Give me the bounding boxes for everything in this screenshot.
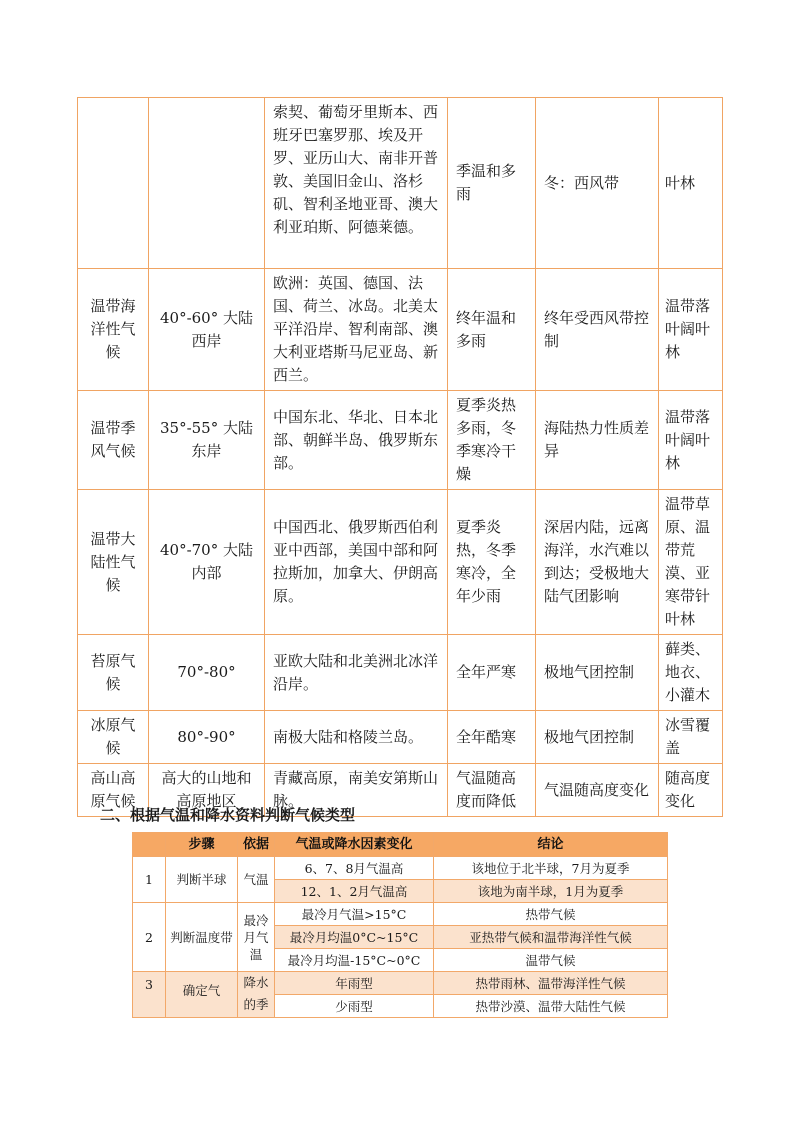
climate-name-cell: 温带季风气候 (78, 391, 149, 490)
vegetation-cell: 藓类、地衣、小灌木 (659, 635, 723, 711)
step-name: 确定气 (166, 972, 238, 1018)
latitude-cell: 80°-90° (149, 711, 265, 764)
features-cell: 夏季炎热，冬季寒冷，全年少雨 (448, 490, 536, 635)
features-cell: 全年酷寒 (448, 711, 536, 764)
factor-cell: 6、7、8月气温高 (275, 857, 434, 880)
climate-name-cell: 苔原气候 (78, 635, 149, 711)
step-basis: 气温 (238, 857, 275, 903)
table-header-row (133, 833, 668, 857)
step-basis: 降水的季 (238, 972, 275, 1018)
climate-judgment-table (132, 832, 668, 1018)
distribution-cell: 中国东北、华北、日本北部、朝鲜半岛、俄罗斯东部。 (265, 391, 448, 490)
features-cell: 全年严寒 (448, 635, 536, 711)
climate-name-cell (78, 98, 149, 269)
step-number: 3 (133, 972, 166, 1018)
cause-cell: 终年受西风带控制 (536, 269, 659, 391)
climate-row (78, 711, 723, 764)
climate-name-cell: 冰原气候 (78, 711, 149, 764)
table-row (133, 903, 668, 926)
vegetation-cell: 随高度变化 (659, 764, 723, 817)
conclusion-cell: 该地位于北半球，7月为夏季 (434, 857, 668, 880)
cause-cell: 海陆热力性质差异 (536, 391, 659, 490)
step-name: 判断半球 (166, 857, 238, 903)
features-cell: 夏季炎热多雨，冬季寒冷干燥 (448, 391, 536, 490)
distribution-cell: 中国西北、俄罗斯西伯利亚中西部，美国中部和阿拉斯加，加拿大、伊朗高原。 (265, 490, 448, 635)
cause-cell: 极地气团控制 (536, 711, 659, 764)
factor-cell: 年雨型 (275, 972, 434, 995)
distribution-cell: 南极大陆和格陵兰岛。 (265, 711, 448, 764)
latitude-cell: 70°-80° (149, 635, 265, 711)
climate-table (77, 97, 723, 817)
vegetation-cell: 冰雪覆盖 (659, 711, 723, 764)
climate-row (78, 635, 723, 711)
latitude-cell: 40°-60° 大陆西岸 (149, 269, 265, 391)
table-row (133, 972, 668, 995)
cause-cell: 深居内陆，远离海洋，水汽难以到达；受极地大陆气团影响 (536, 490, 659, 635)
conclusion-cell: 热带沙漠、温带大陆性气候 (434, 995, 668, 1018)
section-heading: 二、根据气温和降水资料判断气候类型 (100, 806, 356, 824)
conclusion-cell: 亚热带气候和温带海洋性气候 (434, 926, 668, 949)
conclusion-cell: 热带雨林、温带海洋性气候 (434, 972, 668, 995)
step-number: 2 (133, 903, 166, 972)
features-cell: 季温和多雨 (448, 98, 536, 269)
climate-name-cell: 温带海洋性气候 (78, 269, 149, 391)
distribution-cell: 欧洲：英国、德国、法国、荷兰、冰岛。北美太平洋沿岸、智利南部、澳大利亚塔斯马尼亚岛、新西兰。 (265, 269, 448, 391)
distribution-cell: 青藏高原，南美安第斯山脉。 (265, 764, 448, 817)
climate-row (78, 490, 723, 635)
conclusion-cell: 热带气候 (434, 903, 668, 926)
vegetation-cell: 温带落叶阔叶林 (659, 269, 723, 391)
distribution-cell: 亚欧大陆和北美洲北冰洋沿岸。 (265, 635, 448, 711)
features-cell: 气温随高度而降低 (448, 764, 536, 817)
cause-cell: 气温随高度变化 (536, 764, 659, 817)
factor-cell: 最冷月均温-15°C~0°C (275, 949, 434, 972)
vegetation-cell: 温带落叶阔叶林 (659, 391, 723, 490)
cause-cell: 冬：西风带 (536, 98, 659, 269)
vegetation-cell: 叶林 (659, 98, 723, 269)
factor-cell: 少雨型 (275, 995, 434, 1018)
step-name: 判断温度带 (166, 903, 238, 972)
latitude-cell: 40°-70° 大陆内部 (149, 490, 265, 635)
header-conclusion: 结论 (434, 833, 668, 857)
factor-cell: 最冷月均温0°C~15°C (275, 926, 434, 949)
latitude-cell: 35°-55° 大陆东岸 (149, 391, 265, 490)
climate-row (78, 98, 723, 269)
header-num (133, 833, 166, 857)
header-basis: 依据 (238, 833, 275, 857)
step-number: 1 (133, 857, 166, 903)
climate-row (78, 269, 723, 391)
features-cell: 终年温和多雨 (448, 269, 536, 391)
climate-name-cell: 高山高原气候 (78, 764, 149, 817)
latitude-cell (149, 98, 265, 269)
header-step: 步骤 (166, 833, 238, 857)
conclusion-cell: 该地为南半球，1月为夏季 (434, 880, 668, 903)
table-row (133, 857, 668, 880)
climate-row (78, 391, 723, 490)
factor-cell: 12、1、2月气温高 (275, 880, 434, 903)
vegetation-cell: 温带草原、温带荒漠、亚寒带针叶林 (659, 490, 723, 635)
latitude-cell: 高大的山地和高原地区 (149, 764, 265, 817)
climate-name-cell: 温带大陆性气候 (78, 490, 149, 635)
conclusion-cell: 温带气候 (434, 949, 668, 972)
factor-cell: 最冷月气温>15°C (275, 903, 434, 926)
distribution-cell: 索契、葡萄牙里斯本、西班牙巴塞罗那、埃及开罗、亚历山大、南非开普敦、美国旧金山、洛杉矶、智利圣地亚哥、澳大利亚珀斯、阿德莱德。 (265, 98, 448, 269)
header-factor: 气温或降水因素变化 (275, 833, 434, 857)
cause-cell: 极地气团控制 (536, 635, 659, 711)
step-basis: 最冷月气温 (238, 903, 275, 972)
